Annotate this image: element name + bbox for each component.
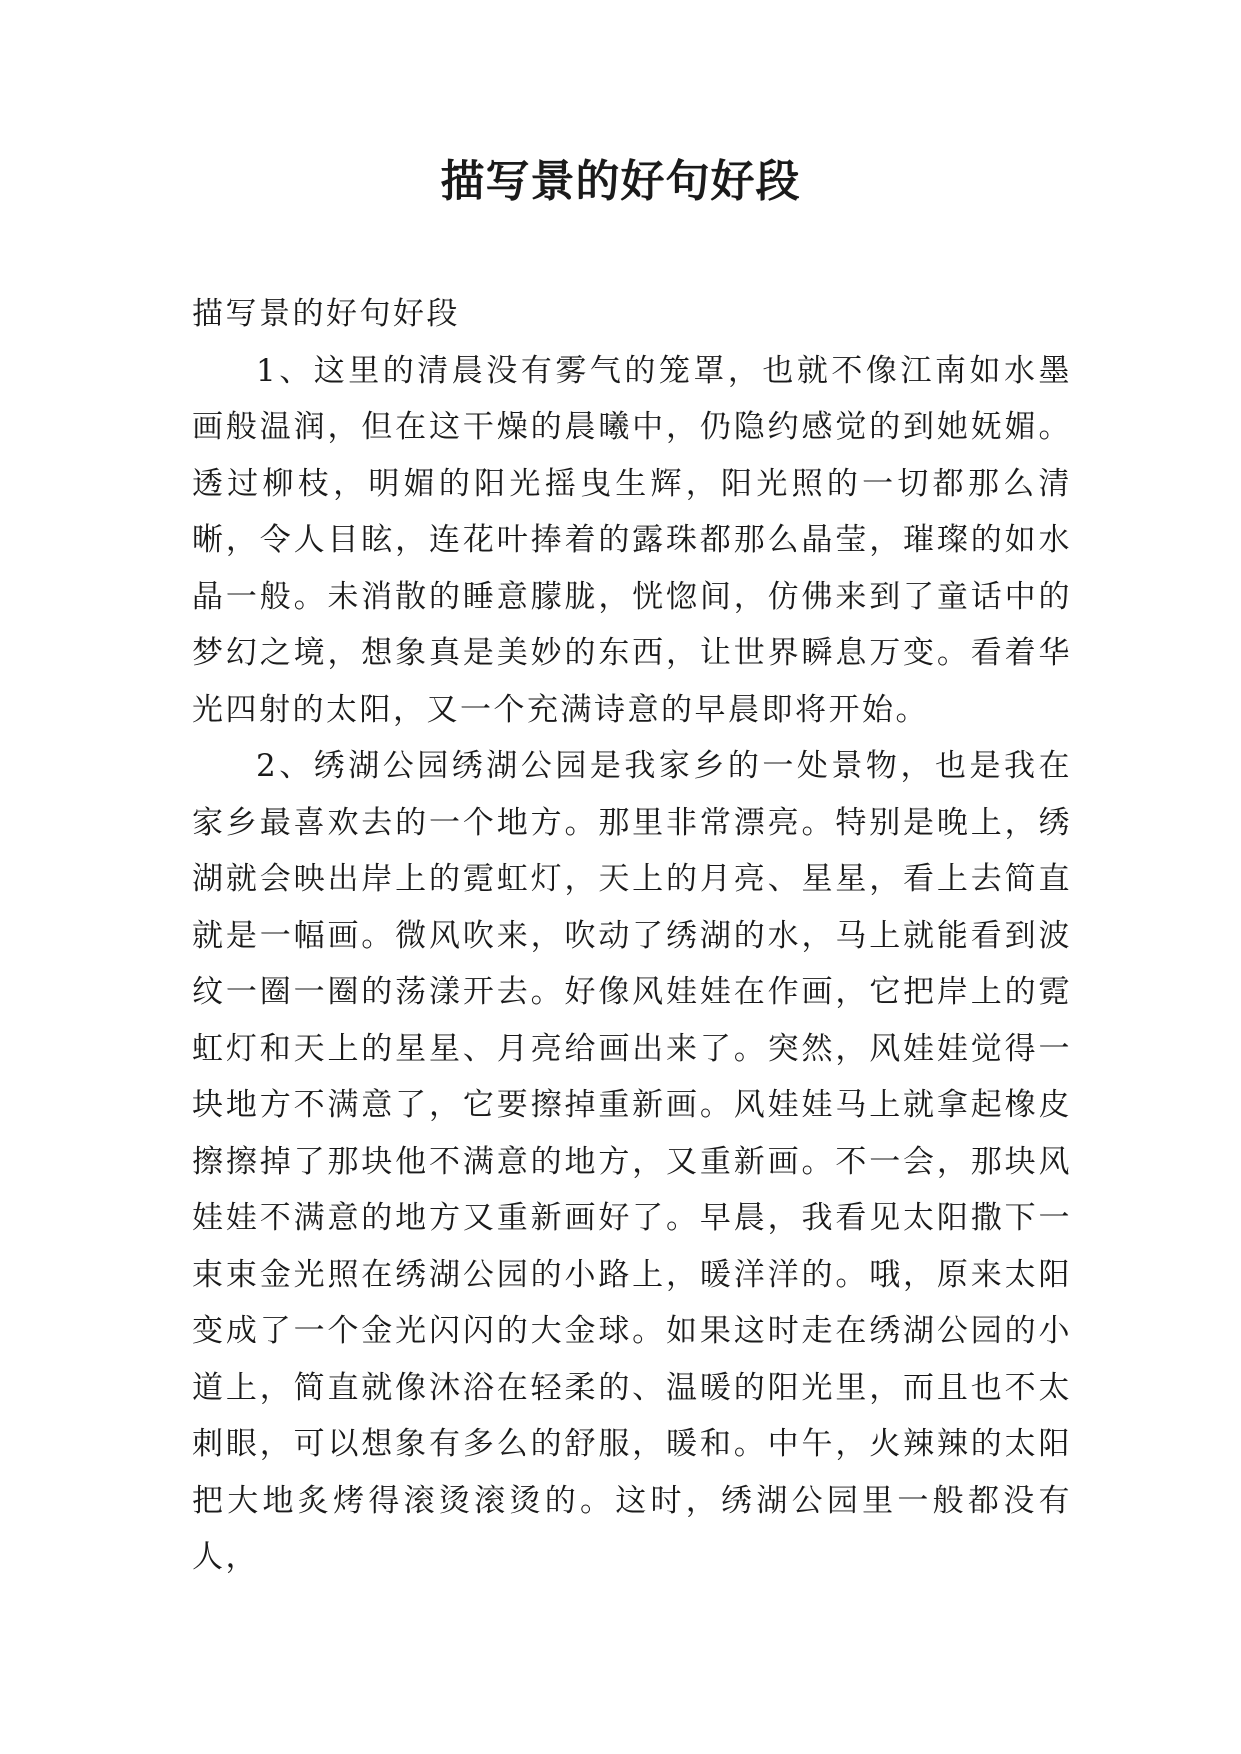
- document-title: 描写景的好句好段: [440, 156, 801, 207]
- document-body: [192, 286, 1072, 1586]
- document-subtitle: 描写景的好句好段: [192, 296, 460, 332]
- paragraph-2: 2、绣湖公园绣湖公园是我家乡的一处景物，也是我在家乡最喜欢去的一个地方。那里非常漂亮。特别是晚上，绣湖就会映出岸上的霓虹灯，天上的月亮、星星，看上去简直就是一幅画。微风吹来，吹动了绣湖的水，马上就能看到波纹一圈一圈的荡漾开去。好像风娃娃在作画，它把岸上的霓虹灯和天上的星星、月亮给画出来了。突然，风娃娃觉得一块地方不满意了，它要擦掉重新画。风娃娃马上就拿起橡皮擦擦掉了那块他不满意的地方，又重新画。不一会，那块风娃娃不满意的地方又重新画好了。早晨，我看见太阳撒下一束束金光照在绣湖公园的小路上，暖洋洋的。哦，原来太阳变成了一个金光闪闪的大金球。如果这时走在绣湖公园的小道上，简直就像沐浴在轻柔的、温暖的阳光里，而且也不太刺眼，可以想象有多么的舒服，暖和。中午，火辣辣的太阳把大地炙烤得滚烫滚烫的。这时，绣湖公园里一般都没有人，: [192, 748, 1072, 1575]
- paragraph-1: 1、这里的清晨没有雾气的笼罩，也就不像江南如水墨画般温润，但在这干燥的晨曦中，仍隐约感觉的到她妩媚。透过柳枝，明媚的阳光摇曳生辉，阳光照的一切都那么清晰，令人目眩，连花叶捧着的露珠都那么晶莹，璀璨的如水晶一般。未消散的睡意朦胧，恍惚间，仿佛来到了童话中的梦幻之境，想象真是美妙的东西，让世界瞬息万变。看着华光四射的太阳，又一个充满诗意的早晨即将开始。: [192, 352, 1072, 728]
